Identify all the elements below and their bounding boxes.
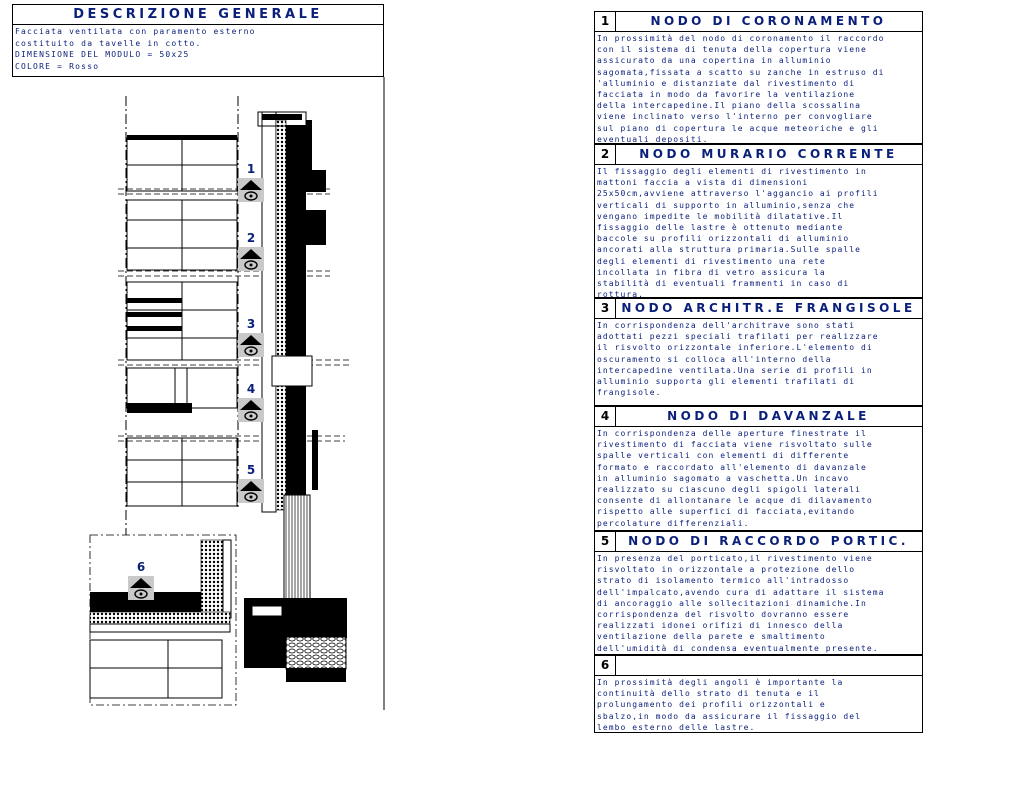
node-header	[595, 407, 922, 427]
node-text-line: di ancoraggio alle sollecitazioni dinamiche.In	[597, 598, 867, 608]
node-header	[595, 299, 922, 319]
node-header	[595, 12, 922, 32]
node-number: 6	[595, 656, 616, 675]
callout-number: 3	[246, 317, 256, 331]
node-panel-1	[594, 11, 923, 144]
callout-number: 5	[246, 463, 256, 477]
node-title: NODO DI CORONAMENTO	[650, 14, 887, 28]
node-text-line: mattoni faccia a vista di dimensioni	[597, 178, 809, 188]
node-text-line: continuità dello strato di tenuta e il	[597, 689, 820, 699]
node-text-line: realizzato su ciascuno degli spigoli laterali	[597, 485, 861, 495]
node-text-line: viene inclinato verso l'interno per convogliare	[597, 112, 873, 122]
description-line: Facciata ventilata con paramento esterno	[15, 27, 256, 36]
callout-number: 4	[246, 382, 256, 396]
section-marker-icon	[238, 398, 264, 422]
node-title: NODO ARCHITR.E FRANGISOLE	[621, 301, 916, 315]
node-text-line: verticali di supporto in alluminio,senza che	[597, 200, 856, 210]
node-number: 4	[595, 407, 616, 426]
node-text	[597, 166, 920, 300]
node-text-line: Il fissaggio degli elementi di rivestimento in	[597, 167, 867, 176]
node-panel-6	[594, 655, 923, 733]
callout-1[interactable]	[238, 162, 264, 208]
node-text-line: consente di allontanare le acque di dilavamento	[597, 496, 873, 506]
node-number: 1	[595, 12, 616, 31]
section-marker-icon	[128, 576, 154, 600]
node-text	[597, 320, 920, 398]
callout-number: 2	[246, 231, 256, 245]
callout-3[interactable]	[238, 317, 264, 363]
node-text-line: adottati pezzi speciali trafilati per realizzare	[597, 332, 879, 342]
node-text-line: strato di isolamento termico all'intradosso	[597, 576, 850, 586]
node-text-line: della intercapedine.Il piano della scossalina	[597, 101, 861, 111]
node-text-line: baccole su profili orizzontali di alluminio	[597, 234, 850, 244]
node-text-line: fissaggio delle lastre è ottenuto mediante	[597, 223, 844, 233]
node-text-line: rottura.	[597, 290, 644, 300]
node-text-line: ancorati alla struttura primaria.Sulle spalle	[597, 245, 861, 255]
node-text-line: prolungamento dei profili orizzontali e	[597, 700, 826, 710]
node-text-line: percolature differenziali.	[597, 518, 750, 528]
callout-6[interactable]	[128, 560, 154, 606]
node-text	[597, 677, 920, 733]
node-text-line: assicurato da una copertina in alluminio	[597, 56, 832, 66]
node-title: NODO MURARIO CORRENTE	[639, 147, 898, 161]
node-text	[597, 428, 920, 529]
node-text-line: ventilazione della parete e smaltimento	[597, 632, 826, 642]
node-text	[597, 33, 920, 145]
node-text-line: stabilità di eventuali frammenti in caso di	[597, 279, 850, 289]
callout-5[interactable]	[238, 463, 264, 509]
section-marker-icon	[238, 479, 264, 503]
node-text-line: rivestimento di facciata viene risvoltato sulle	[597, 440, 873, 450]
node-text-line: formato e raccordato all'elemento di davanzale	[597, 462, 867, 472]
node-header	[595, 656, 922, 676]
node-text-line: degli elementi di rivestimento una rete	[597, 256, 826, 266]
node-text-line: facciata in modo da favorire la ventilazione	[597, 90, 856, 100]
general-description-title: DESCRIZIONE GENERALE	[12, 4, 384, 25]
node-text-line: realizzati idonei orifizi di innesco della	[597, 621, 844, 631]
node-header	[595, 145, 922, 165]
description-line: DIMENSIONE DEL MODULO = 50x25	[15, 50, 190, 59]
node-text-line: lembo esterno delle lastre.	[597, 722, 756, 732]
node-number: 5	[595, 532, 616, 551]
node-text-line: In prossimità degli angoli è importante la	[597, 678, 844, 687]
node-panel-2	[594, 144, 923, 298]
node-text-line: corrispondenza del risvolto dovranno essere	[597, 610, 850, 620]
description-line: COLORE = Rosso	[15, 61, 100, 71]
callout-number: 1	[246, 162, 256, 176]
node-text-line: vengano impedite le mobilità dilatative.Il	[597, 211, 844, 221]
node-text-line: 'alluminio e distanziate dal rivestimento di	[597, 78, 856, 88]
node-title	[615, 656, 922, 675]
node-text-line: In corrispondenza dell'architrave sono stati	[597, 321, 856, 330]
node-text-line: dell'impalcato,avendo cura di adattare il sistema	[597, 587, 885, 597]
node-text-line: In presenza del porticato,il rivestimento viene	[597, 554, 873, 563]
node-text-line: spalle verticali con elementi di differente	[597, 451, 850, 461]
node-text-line: eventuali depositi.	[597, 134, 709, 144]
node-text-line: sbalzo,in modo da assicurare il fissaggio del	[597, 711, 861, 721]
node-number: 2	[595, 145, 616, 164]
node-text-line: 25x50cm,avviene attraverso l'aggancio ai profili	[597, 189, 879, 199]
description-line: costituito da tavelle in cotto.	[15, 38, 202, 48]
callout-4[interactable]	[238, 382, 264, 428]
callout-number: 6	[136, 560, 146, 574]
node-text-line: il risvolto orizzontale inferiore.L'elemento di	[597, 343, 873, 353]
node-text-line: dell'umidità di condensa eventualmente presente.	[597, 643, 879, 653]
node-text-line: sul piano di copertura le acque meteoriche e gli	[597, 123, 879, 133]
node-text-line: intercapedine ventilata.Una serie di profili in	[597, 365, 873, 375]
node-text-line: alluminio supporta gli elementi trafilati di	[597, 377, 856, 387]
node-text-line: frangisole.	[597, 388, 662, 398]
node-text-line: sagomata,fissata a scatto su zanche in estruso di	[597, 67, 885, 77]
callout-2[interactable]	[238, 231, 264, 277]
node-text-line: con il sistema di tenuta della copertura viene	[597, 45, 867, 55]
node-header	[595, 532, 922, 552]
node-panel-4	[594, 406, 923, 531]
node-text-line: rispetto alle superfici di facciata,evitando	[597, 507, 856, 517]
node-number: 3	[595, 299, 616, 318]
node-text-line: in alluminio sagomato a vaschetta.Un incavo	[597, 473, 850, 483]
node-text-line: In prossimità del nodo di coronamento il raccordo	[597, 34, 885, 43]
section-marker-icon	[238, 178, 264, 202]
section-marker-icon	[238, 247, 264, 271]
node-text-line: risvoltato in orizzontale a protezione dello	[597, 565, 856, 575]
section-marker-icon	[238, 333, 264, 357]
node-text-line: incollata in fibra di vetro assicura la	[597, 267, 826, 277]
node-title: NODO DI RACCORDO PORTIC.	[628, 534, 909, 548]
node-panel-3	[594, 298, 923, 406]
node-panel-5	[594, 531, 923, 655]
node-text	[597, 553, 920, 654]
node-title: NODO DI DAVANZALE	[667, 409, 870, 423]
node-text-line: In corrispondenza delle aperture finestrate il	[597, 429, 867, 438]
node-text-line: oscuramento si colloca all'interno della	[597, 354, 832, 364]
